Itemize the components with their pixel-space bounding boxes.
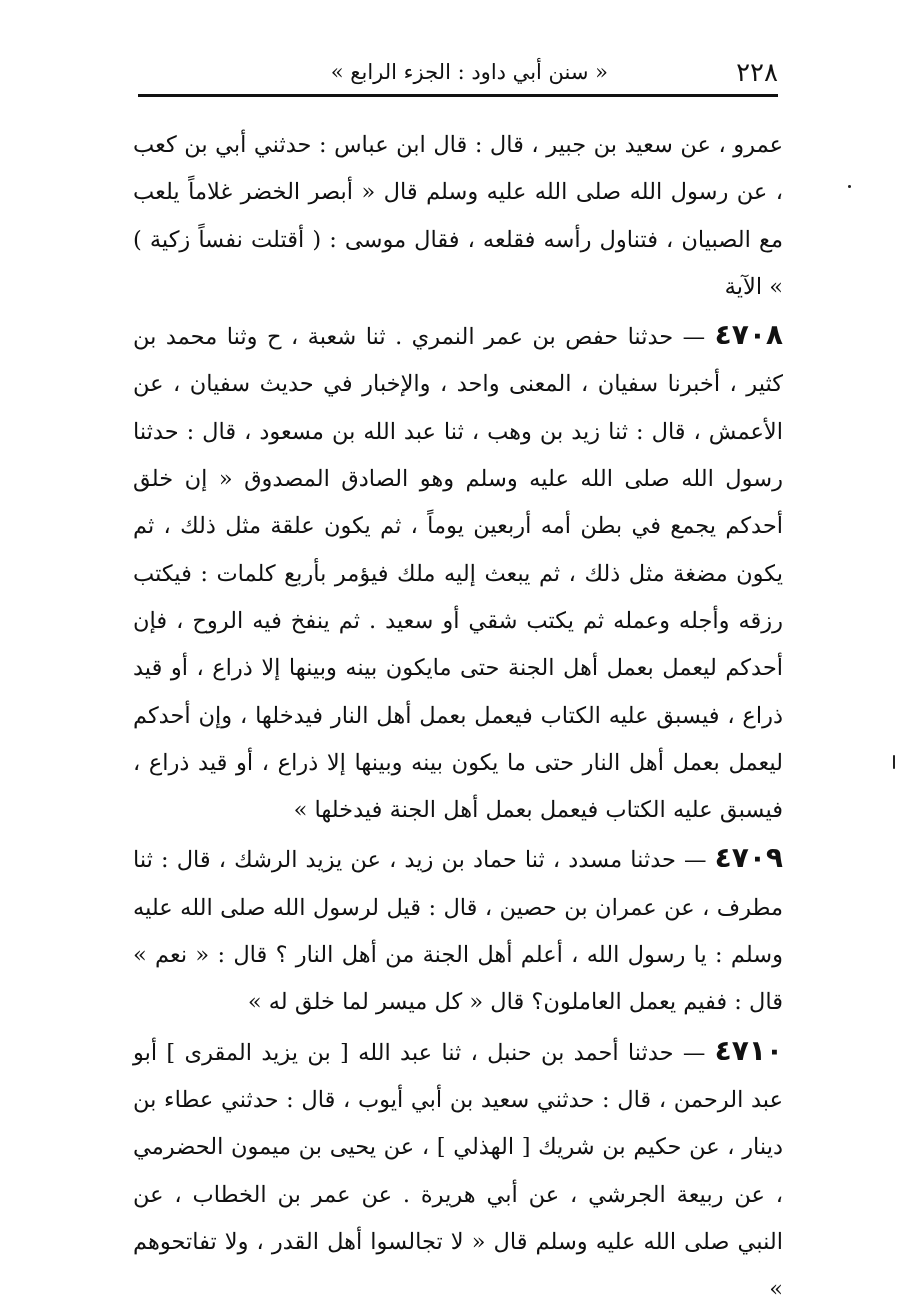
- paragraph-text: عمرو ، عن سعيد بن جبير ، قال : قال ابن عباس : حدثني أبي بن كعب ، عن رسول الله صلى الله عليه وسلم قال « أبصر الخضر غلاماً يلعب مع الصبيان ، فتناول رأسه فقلعه ، فقال موسى : ( أقتلت نفساً زكية ) » الآية: [133, 132, 783, 300]
- margin-speck: [893, 755, 895, 769]
- header-rule: [138, 94, 778, 97]
- paragraph-text: — حدثنا مسدد ، ثنا حماد بن زيد ، عن يزيد الرشك ، قال : ثنا مطرف ، عن عمران بن حصين ، قال : قيل لرسول الله صلى الله عليه وسلم : يا رسول الله ، أعلم أهل الجنة من أهل النار ؟ قال : « نعم » قال : ففيم يعمل العاملون؟ قال « كل ميسر لما خلق له »: [133, 847, 783, 1016]
- hadith-4710: [133, 1027, 783, 1313]
- hadith-text-block: [133, 122, 783, 1313]
- running-title: « سنن أبي داود : الجزء الرابع »: [330, 60, 608, 84]
- hadith-number: ٤٧٠٨: [714, 318, 783, 352]
- margin-speck: [848, 185, 851, 188]
- paragraph-text: — حدثنا حفص بن عمر النمري . ثنا شعبة ، ح وثنا محمد بن كثير ، أخبرنا سفيان ، المعنى واحد ، والإخبار في حديث سفيان ، عن الأعمش ، قال : ثنا زيد بن وهب ، ثنا عبد الله بن مسعود ، قال : حدثنا رسول الله صلى الله عليه وسلم وهو الصادق المصدوق « إن خلق أحدكم يجمع في بطن أمه أربعين يوماً ، ثم يكون علقة مثل ذلك ، ثم يكون مضغة مثل ذلك ، ثم يبعث إليه ملك فيؤمر بأربع كلمات : فيكتب رزقه وأجله وعمله ثم يكتب شقي أو سعيد . ثم ينفخ فيه الروح ، فإن أحدكم ليعمل بعمل أهل الجنة حتى مايكون بينه وبينها إلا ذراع ، أو قيد ذراع ، فيسبق عليه الكتاب فيعمل بعمل أهل النار فيدخلها ، وإن أحدكم ليعمل بعمل أهل النار حتى ما يكون بينه وبينها إلا ذراع ، أو قيد ذراع ، فيسبق عليه الكتاب فيعمل بعمل أهل الجنة فيدخلها »: [133, 324, 783, 824]
- paragraph-text: — حدثنا أحمد بن حنبل ، ثنا عبد الله [ بن يزيد المقرى ] أبو عبد الرحمن ، قال : حدثني سعيد بن أبي أيوب ، قال : حدثني عطاء بن دينار ، عن حكيم بن شريك [ الهذلي ] ، عن يحيى بن ميمون الحضرمي ، عن ربيعة الجرشي ، عن أبي هريرة . عن عمر بن الخطاب ، عن النبي صلى الله عليه وسلم قال « لا تجالسوا أهل القدر ، ولا تفاتحوهم »: [133, 1039, 783, 1303]
- hadith-4709: [133, 834, 783, 1026]
- page-header: [138, 54, 778, 90]
- hadith-4708: [133, 311, 783, 834]
- hadith-number: ٤٧١٠: [714, 1033, 783, 1067]
- paragraph-continuation: [133, 122, 783, 311]
- hadith-number: ٤٧٠٩: [714, 841, 783, 875]
- page-number: ٢٢٨: [736, 58, 778, 88]
